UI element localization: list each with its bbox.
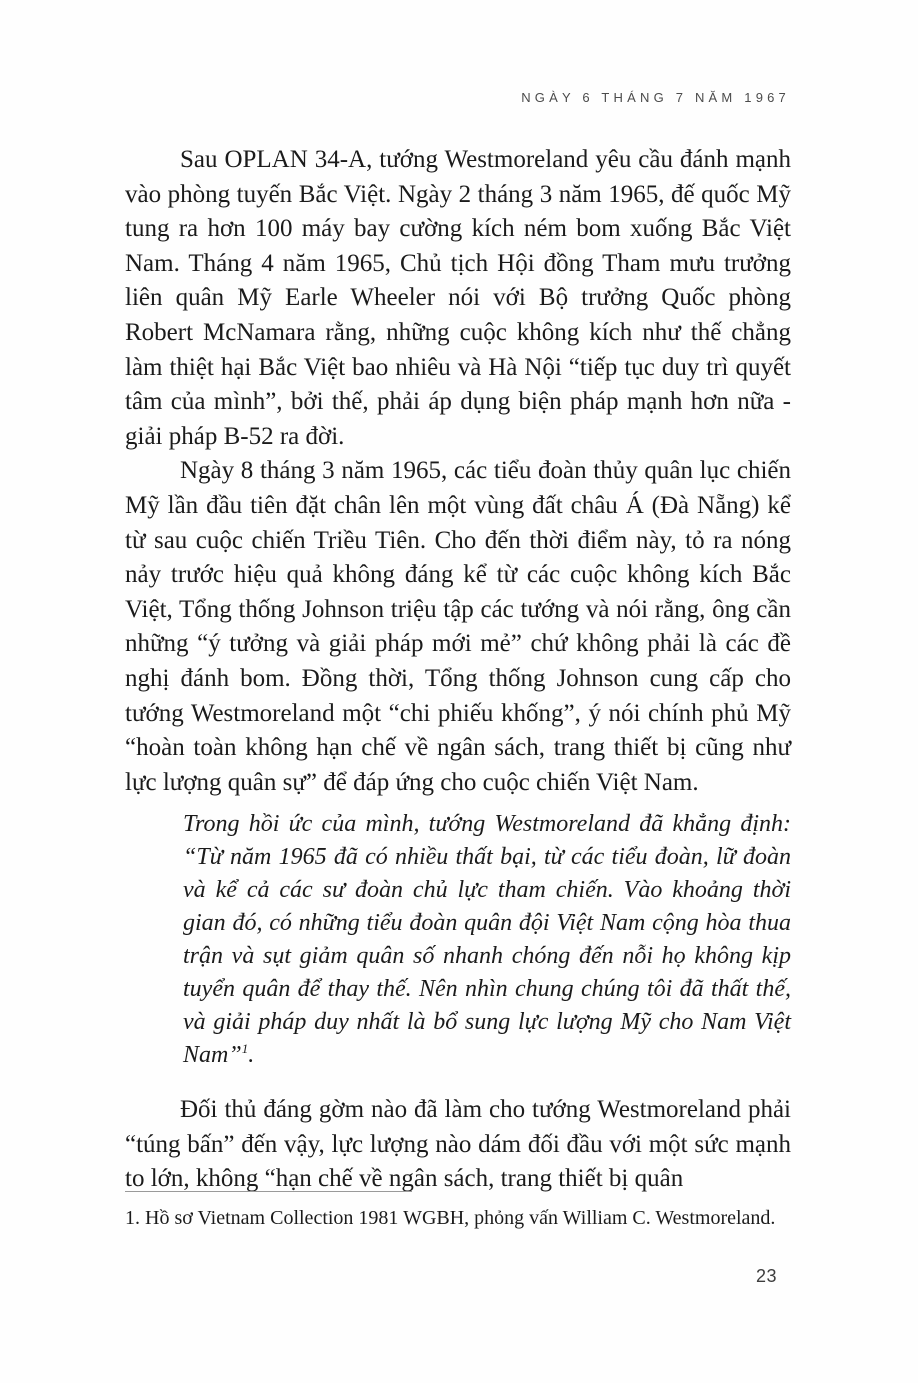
paragraph-marines: Ngày 8 tháng 3 năm 1965, các tiểu đoàn thủy quân lục chiến Mỹ lần đầu tiên đặt chân lên một vùng đất châu Á (Đà Nẵng) kể từ sau cuộc chiến Triều Tiên. Cho đến thời điểm này, tỏ ra nóng nảy trước hiệu quả không đáng kể từ các cuộc không kích Bắc Việt, Tổng thống Johnson triệu tập các tướng và nói rằng, ông cần những “ý tưởng và giải pháp mới mẻ” chứ không phải là các đề nghị đánh bom. Đồng thời, Tổng thống Johnson cung cấp cho tướng Westmoreland một “chi phiếu khống”, ý nói chính phủ Mỹ “hoàn toàn không hạn chế về ngân sách, trang thiết bị cũng như lực lượng quân sự” để đáp ứng cho cuộc chiến Việt Nam.	[125, 457, 791, 796]
footnote-separator	[125, 1191, 412, 1192]
running-header: NGÀY 6 THÁNG 7 NĂM 1967	[521, 90, 790, 105]
paragraph-question: Đối thủ đáng gờm nào đã làm cho tướng Westmoreland phải “túng bấn” đến vậy, lực lượng nào dám đối đầu với một sức mạnh to lớn, không “hạn chế về ngân sách, trang thiết bị quân	[125, 1096, 791, 1193]
quote-period: .	[248, 1042, 255, 1069]
footnote-text: 1. Hồ sơ Vietnam Collection 1981 WGBH, phỏng vấn William C. Westmoreland.	[125, 1207, 776, 1229]
footnote-area	[125, 1191, 791, 1232]
westmoreland-quote	[183, 808, 791, 1072]
quote-text: Trong hồi ức của mình, tướng Westmoreland đã khẳng định: “Từ năm 1965 đã có nhiều thất bại, từ các tiểu đoàn, lữ đoàn và kể cả các sư đoàn chủ lực tham chiến. Vào khoảng thời gian đó, có những tiểu đoàn quân đội Việt Nam cộng hòa thua trận và sụt giảm quân số nhanh chóng đến nỗi họ không kịp tuyển quân để thay thế. Nên nhìn chung chúng tôi đã thất thế, và giải pháp duy nhất là bổ sung lực lượng Mỹ cho Nam Việt Nam”	[183, 811, 791, 1069]
footnote-reference: 1	[241, 1041, 249, 1057]
page-number: 23	[755, 1266, 777, 1286]
page-body	[125, 143, 791, 1197]
paragraph-oplan: Sau OPLAN 34-A, tướng Westmoreland yêu cầu đánh mạnh vào phòng tuyến Bắc Việt. Ngày 2 tháng 3 năm 1965, đế quốc Mỹ tung ra hơn 100 máy bay cường kích ném bom xuống Bắc Việt Nam. Tháng 4 năm 1965, Chủ tịch Hội đồng Tham mưu trưởng liên quân Mỹ Earle Wheeler nói với Bộ trưởng Quốc phòng Robert McNamara rằng, những cuộc không kích như thế chẳng làm thiệt hại Bắc Việt bao nhiêu và Hà Nội “tiếp tục duy trì quyết tâm của mình”, bởi thế, phải áp dụng biện pháp mạnh hơn nữa - giải pháp B-52 ra đời.	[125, 146, 791, 450]
